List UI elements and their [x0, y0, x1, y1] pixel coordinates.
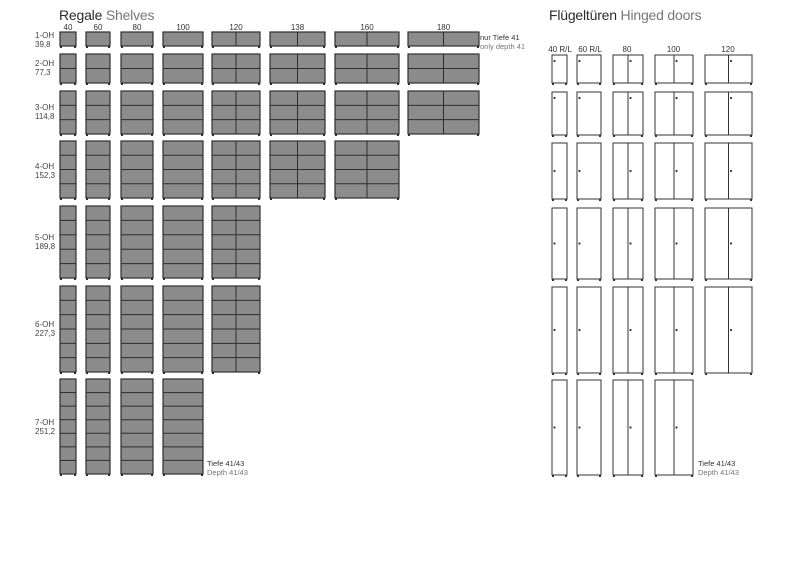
door-7-oh-100 — [655, 380, 693, 477]
door-5-oh-40 — [552, 208, 567, 281]
row-label-1-oh: 1-OH 39,8 — [35, 31, 55, 49]
door-4-oh-60 — [577, 143, 601, 201]
shelf-width-40: 40 — [63, 23, 73, 32]
door-7-oh-40 — [552, 380, 567, 477]
door-3-oh-40 — [552, 92, 567, 137]
note-shelves-depth: Tiefe 41/43 Depth 41/43 — [207, 459, 248, 477]
shelf-width-138: 138 — [290, 23, 305, 32]
shelf-width-180: 180 — [436, 23, 451, 32]
door-2-oh-80 — [613, 55, 643, 85]
door-width-40: 40 R/L — [548, 45, 572, 54]
row-label-3-oh: 3-OH 114,8 — [35, 103, 55, 121]
shelf-width-60: 60 — [93, 23, 103, 32]
door-3-oh-120 — [705, 92, 752, 137]
door-3-oh-60 — [577, 92, 601, 137]
doors-title-de: Flügeltüren — [549, 7, 617, 23]
door-2-oh-60 — [577, 55, 601, 85]
door-4-oh-120 — [705, 143, 752, 201]
door-7-oh-60 — [577, 380, 601, 477]
shelf-width-100: 100 — [176, 23, 190, 32]
door-6-oh-60 — [577, 287, 601, 375]
row-label-2-oh: 2-OH 77,3 — [35, 59, 55, 77]
door-6-oh-120 — [705, 287, 752, 375]
door-6-oh-80 — [613, 287, 643, 375]
door-2-oh-120 — [705, 55, 752, 85]
door-2-oh-40 — [552, 55, 567, 85]
door-6-oh-40 — [552, 287, 567, 375]
shelf-width-120: 120 — [229, 23, 243, 32]
door-width-120: 120 — [721, 45, 735, 54]
door-3-oh-80 — [613, 92, 643, 137]
note-doors-depth: Tiefe 41/43 Depth 41/43 — [698, 459, 739, 477]
door-5-oh-80 — [613, 208, 643, 281]
door-6-oh-100 — [655, 287, 693, 375]
door-5-oh-120 — [705, 208, 752, 281]
row-label-7-oh: 7-OH 251,2 — [35, 418, 56, 436]
door-4-oh-80 — [613, 143, 643, 201]
row-label-4-oh: 4-OH 152,3 — [35, 162, 56, 180]
door-4-oh-100 — [655, 143, 693, 201]
row-label-6-oh: 6-OH 227,3 — [35, 320, 56, 338]
door-width-100: 100 — [666, 45, 681, 54]
shelves-title-de: Regale — [59, 7, 103, 23]
door-7-oh-80 — [613, 380, 643, 477]
shelf-width-80: 80 — [132, 23, 142, 32]
door-2-oh-100 — [655, 55, 693, 85]
shelves-title-en: Shelves — [105, 7, 155, 23]
door-4-oh-40 — [552, 143, 567, 201]
door-5-oh-100 — [655, 208, 693, 281]
note-only-depth-41: nur Tiefe 41 only depth 41 — [480, 33, 526, 51]
row-label-5-oh: 5-OH 189,8 — [35, 233, 56, 251]
door-5-oh-60 — [577, 208, 601, 281]
doors-title-en: Hinged doors — [620, 7, 702, 23]
door-3-oh-100 — [655, 92, 693, 137]
door-width-60: 60 R/L — [578, 45, 602, 54]
door-width-80: 80 — [622, 45, 632, 54]
shelf-width-160: 160 — [360, 23, 374, 32]
